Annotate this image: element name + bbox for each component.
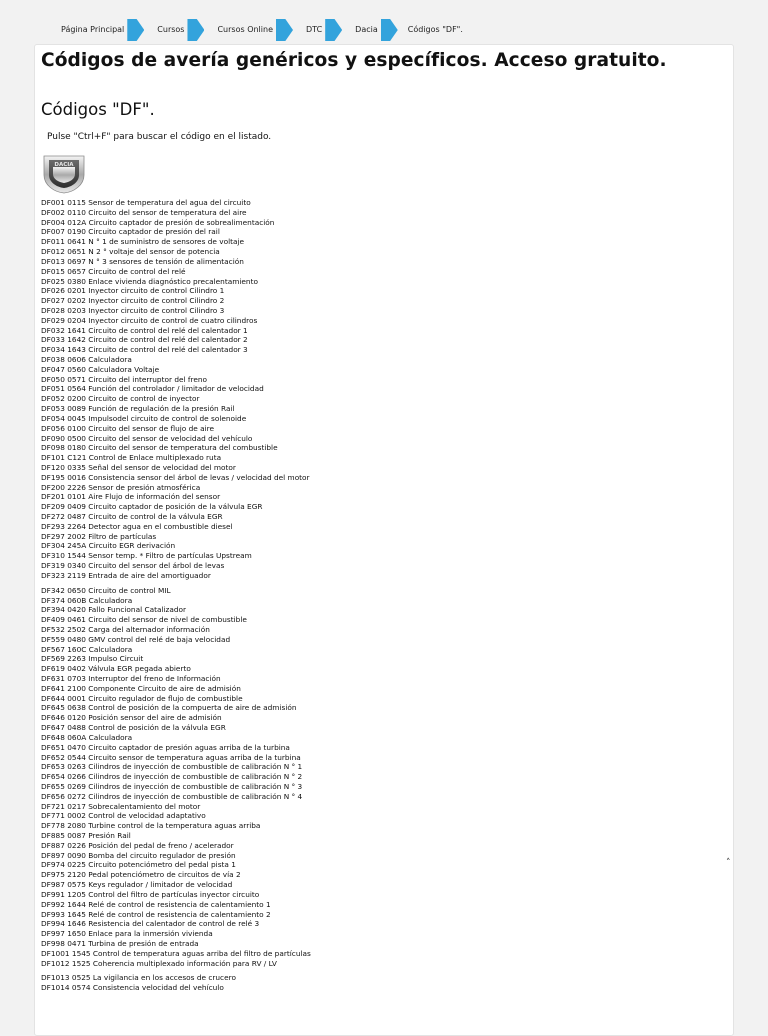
code-item: DF002 0110 Circuito del sensor de temperatura del aire [41, 207, 247, 217]
code-item: DF897 0090 Bomba del circuito regulador de presión [41, 850, 236, 860]
code-item: DF101 C121 Control de Enlace multiplexado ruta [41, 453, 222, 463]
code-item: DF007 0190 Circuito captador de presión del rail [41, 227, 220, 237]
breadcrumb-current-label: Códigos "DF". [407, 25, 463, 34]
search-instruction: Pulse "Ctrl+F" para buscar el código en el listado. [47, 132, 272, 142]
code-item: DF887 0226 Posición del pedal de freno / acelerador [41, 840, 234, 850]
breadcrumb-item-dtc [293, 19, 342, 41]
code-item: DF653 0263 Cilindros de inyección de combustible de calibración N ° 1 [41, 762, 303, 772]
code-item: DF994 1646 Resistencia del calentador de control de relé 3 [41, 919, 260, 929]
breadcrumb-link-cursos[interactable]: Cursos [157, 25, 185, 34]
breadcrumb-item-home [48, 19, 144, 41]
code-item: DF051 0564 Función del controlador / limitador de velocidad [41, 384, 264, 394]
code-item: DF1013 0525 La vigilancia en los accesos de crucero [41, 973, 236, 983]
code-item: DF987 0575 Keys regulador / limitador de velocidad [41, 880, 233, 890]
breadcrumb-arrow-icon [381, 19, 398, 41]
code-item: DF052 0200 Circuito de control de inyector [41, 394, 200, 404]
code-item: DF975 2120 Pedal potenciómetro de circuitos de vía 2 [41, 870, 241, 880]
code-item: DF647 0488 Control de posición de la válvula EGR [41, 723, 226, 733]
code-item: DF656 0272 Cilindros de inyección de combustible de calibración N ° 4 [41, 791, 303, 801]
code-group-2 [41, 586, 691, 969]
code-item: DF721 0217 Sobrecalentamiento del motor [41, 801, 201, 811]
code-item: DF1014 0574 Consistencia velocidad del vehículo [41, 983, 224, 993]
code-item: DF195 0016 Consistencia sensor del árbol de levas / velocidad del motor [41, 472, 310, 482]
breadcrumb-item-cursos-online [204, 19, 293, 41]
code-item: DF319 0340 Circuito del sensor del árbol de levas [41, 561, 225, 571]
breadcrumb-link-cursos-online[interactable]: Cursos Online [217, 25, 273, 34]
code-item: DF998 0471 Turbina de presión de entrada [41, 938, 199, 948]
code-item: DF771 0002 Control de velocidad adaptativo [41, 811, 206, 821]
code-item: DF569 2263 Impulso Circuit [41, 654, 144, 664]
breadcrumb-link-home[interactable]: Página Principal [61, 25, 125, 34]
code-group-1 [41, 198, 691, 581]
code-item: DF034 1643 Circuito de control del relé del calentador 3 [41, 345, 248, 355]
code-item: DF651 0470 Circuito captador de presión aguas arriba de la turbina [41, 742, 290, 752]
code-item: DF342 0650 Circuito de control MIL [41, 585, 171, 595]
code-item: DF992 1644 Relé de control de resistencia de calentamiento 1 [41, 899, 271, 909]
code-item: DF013 0697 N ° 3 sensores de tensión de alimentación [41, 256, 244, 266]
code-item: DF032 1641 Circuito de control del relé del calentador 1 [41, 325, 248, 335]
code-item: DF090 0500 Circuito del sensor de velocidad del vehículo [41, 433, 253, 443]
code-item: DF648 060A Calculadora [41, 732, 133, 742]
breadcrumb-arrow-icon [276, 19, 293, 41]
code-item: DF652 0544 Circuito sensor de temperatura aguas arriba de la turbina [41, 752, 301, 762]
page-title: Códigos de avería genéricos y específicos. Acceso gratuito. [41, 50, 667, 71]
code-item: DF015 0657 Circuito de control del relé [41, 266, 186, 276]
code-item: DF050 0571 Circuito del interruptor del freno [41, 374, 207, 384]
code-item: DF209 0409 Circuito captador de posición de la válvula EGR [41, 502, 263, 512]
code-item: DF641 2100 Componente Circuito de aire de admisión [41, 683, 241, 693]
code-item: DF011 0641 N ° 1 de suministro de sensores de voltaje [41, 237, 245, 247]
code-item: DF645 0638 Control de posición de la compuerta de aire de admisión [41, 703, 297, 713]
code-item: DF644 0001 Circuito regulador de flujo de combustible [41, 693, 243, 703]
code-item: DF310 1544 Sensor temp. * Filtro de partículas Upstream [41, 551, 252, 561]
code-item: DF098 0180 Circuito del sensor de temperatura del combustible [41, 443, 278, 453]
page-subtitle: Códigos "DF". [41, 100, 155, 119]
code-item: DF029 0204 Inyector circuito de control de cuatro cilindros [41, 315, 258, 325]
code-item: DF304 245A Circuito EGR derivación [41, 541, 176, 551]
code-item: DF038 0606 Calculadora [41, 355, 132, 364]
code-item: DF053 0089 Función de regulación de la presión Rail [41, 404, 235, 414]
code-item: DF297 2002 Filtro de partículas [41, 531, 157, 541]
code-item: DF323 2119 Entrada de aire del amortiguador [41, 570, 211, 580]
code-item: DF991 1205 Control del filtro de partículas inyector circuito [41, 889, 260, 899]
code-item: DF885 0087 Presión Rail [41, 831, 131, 840]
dacia-logo-icon [40, 153, 88, 195]
breadcrumb-item-cursos [144, 19, 204, 41]
code-item: DF532 2502 Carga del alternador información [41, 624, 210, 634]
code-item: DF200 2226 Sensor de presión atmosférica [41, 482, 201, 492]
code-item: DF028 0203 Inyector circuito de control Cilindro 3 [41, 305, 225, 315]
breadcrumb [48, 19, 466, 41]
code-item: DF025 0380 Enlace vivienda diagnóstico precalentamiento [41, 276, 258, 286]
code-item: DF374 060B Calculadora [41, 595, 133, 605]
code-item: DF997 1650 Enlace para la inmersión vivienda [41, 929, 213, 939]
code-item: DF655 0269 Cilindros de inyección de combustible de calibración N ° 3 [41, 781, 303, 791]
code-item: DF974 0225 Circuito potenciómetro del pedal pista 1 [41, 860, 236, 870]
code-group-3 [41, 973, 691, 993]
breadcrumb-link-dacia[interactable]: Dacia [355, 25, 378, 34]
code-item: DF026 0201 Inyector circuito de control Cilindro 1 [41, 286, 225, 296]
code-item: DF012 0651 N 2 ° voltaje del sensor de potencia [41, 247, 220, 257]
code-item: DF567 160C Calculadora [41, 644, 133, 654]
logo-text: DACIA [54, 162, 74, 169]
code-item: DF054 0045 Impulsodel circuito de control de solenoide [41, 413, 247, 423]
code-item: DF394 0420 Fallo Funcional Catalizador [41, 605, 187, 615]
breadcrumb-arrow-icon [187, 19, 204, 41]
code-item: DF631 0703 Interruptor del freno de Información [41, 674, 221, 683]
code-item: DF619 0402 Válvula EGR pegada abierto [41, 664, 191, 674]
code-item: DF201 0101 Aire Flujo de información del sensor [41, 492, 221, 502]
breadcrumb-arrow-icon [325, 19, 342, 41]
code-item: DF004 012A Circuito captador de presión de sobrealimentación [41, 217, 275, 227]
code-item: DF001 0115 Sensor de temperatura del agua del circuito [41, 198, 251, 207]
code-item: DF654 0266 Cilindros de inyección de combustible de calibración N ° 2 [41, 772, 303, 782]
code-item: DF1012 1525 Coherencia multiplexado información para RV / LV [41, 958, 277, 968]
code-item: DF559 0480 GMV control del relé de baja velocidad [41, 634, 231, 644]
code-item: DF120 0335 Señal del sensor de velocidad del motor [41, 462, 236, 472]
breadcrumb-link-dtc[interactable]: DTC [306, 25, 323, 34]
code-list [41, 198, 691, 993]
scroll-top-button[interactable]: ˄ [726, 858, 731, 868]
code-item: DF409 0461 Circuito del sensor de nivel de combustible [41, 615, 247, 625]
code-item: DF027 0202 Inyector circuito de control Cilindro 2 [41, 296, 225, 306]
breadcrumb-item-dacia [342, 19, 398, 41]
code-item: DF646 0120 Posición sensor del aire de admisión [41, 713, 222, 723]
code-item: DF778 2080 Turbine control de la temperatura aguas arriba [41, 821, 261, 831]
code-item: DF293 2264 Detector agua en el combustible diesel [41, 521, 233, 531]
code-item: DF047 0560 Calculadora Voltaje [41, 364, 160, 374]
breadcrumb-item-current [398, 19, 466, 41]
breadcrumb-arrow-icon [127, 19, 144, 41]
code-item: DF056 0100 Circuito del sensor de flujo de aire [41, 423, 215, 433]
code-item: DF272 0487 Circuito de control de la válvula EGR [41, 512, 223, 521]
code-item: DF033 1642 Circuito de control del relé del calentador 2 [41, 335, 248, 345]
code-item: DF993 1645 Relé de control de resistencia de calentamiento 2 [41, 909, 271, 919]
code-item: DF1001 1545 Control de temperatura aguas arriba del filtro de partículas [41, 948, 311, 958]
